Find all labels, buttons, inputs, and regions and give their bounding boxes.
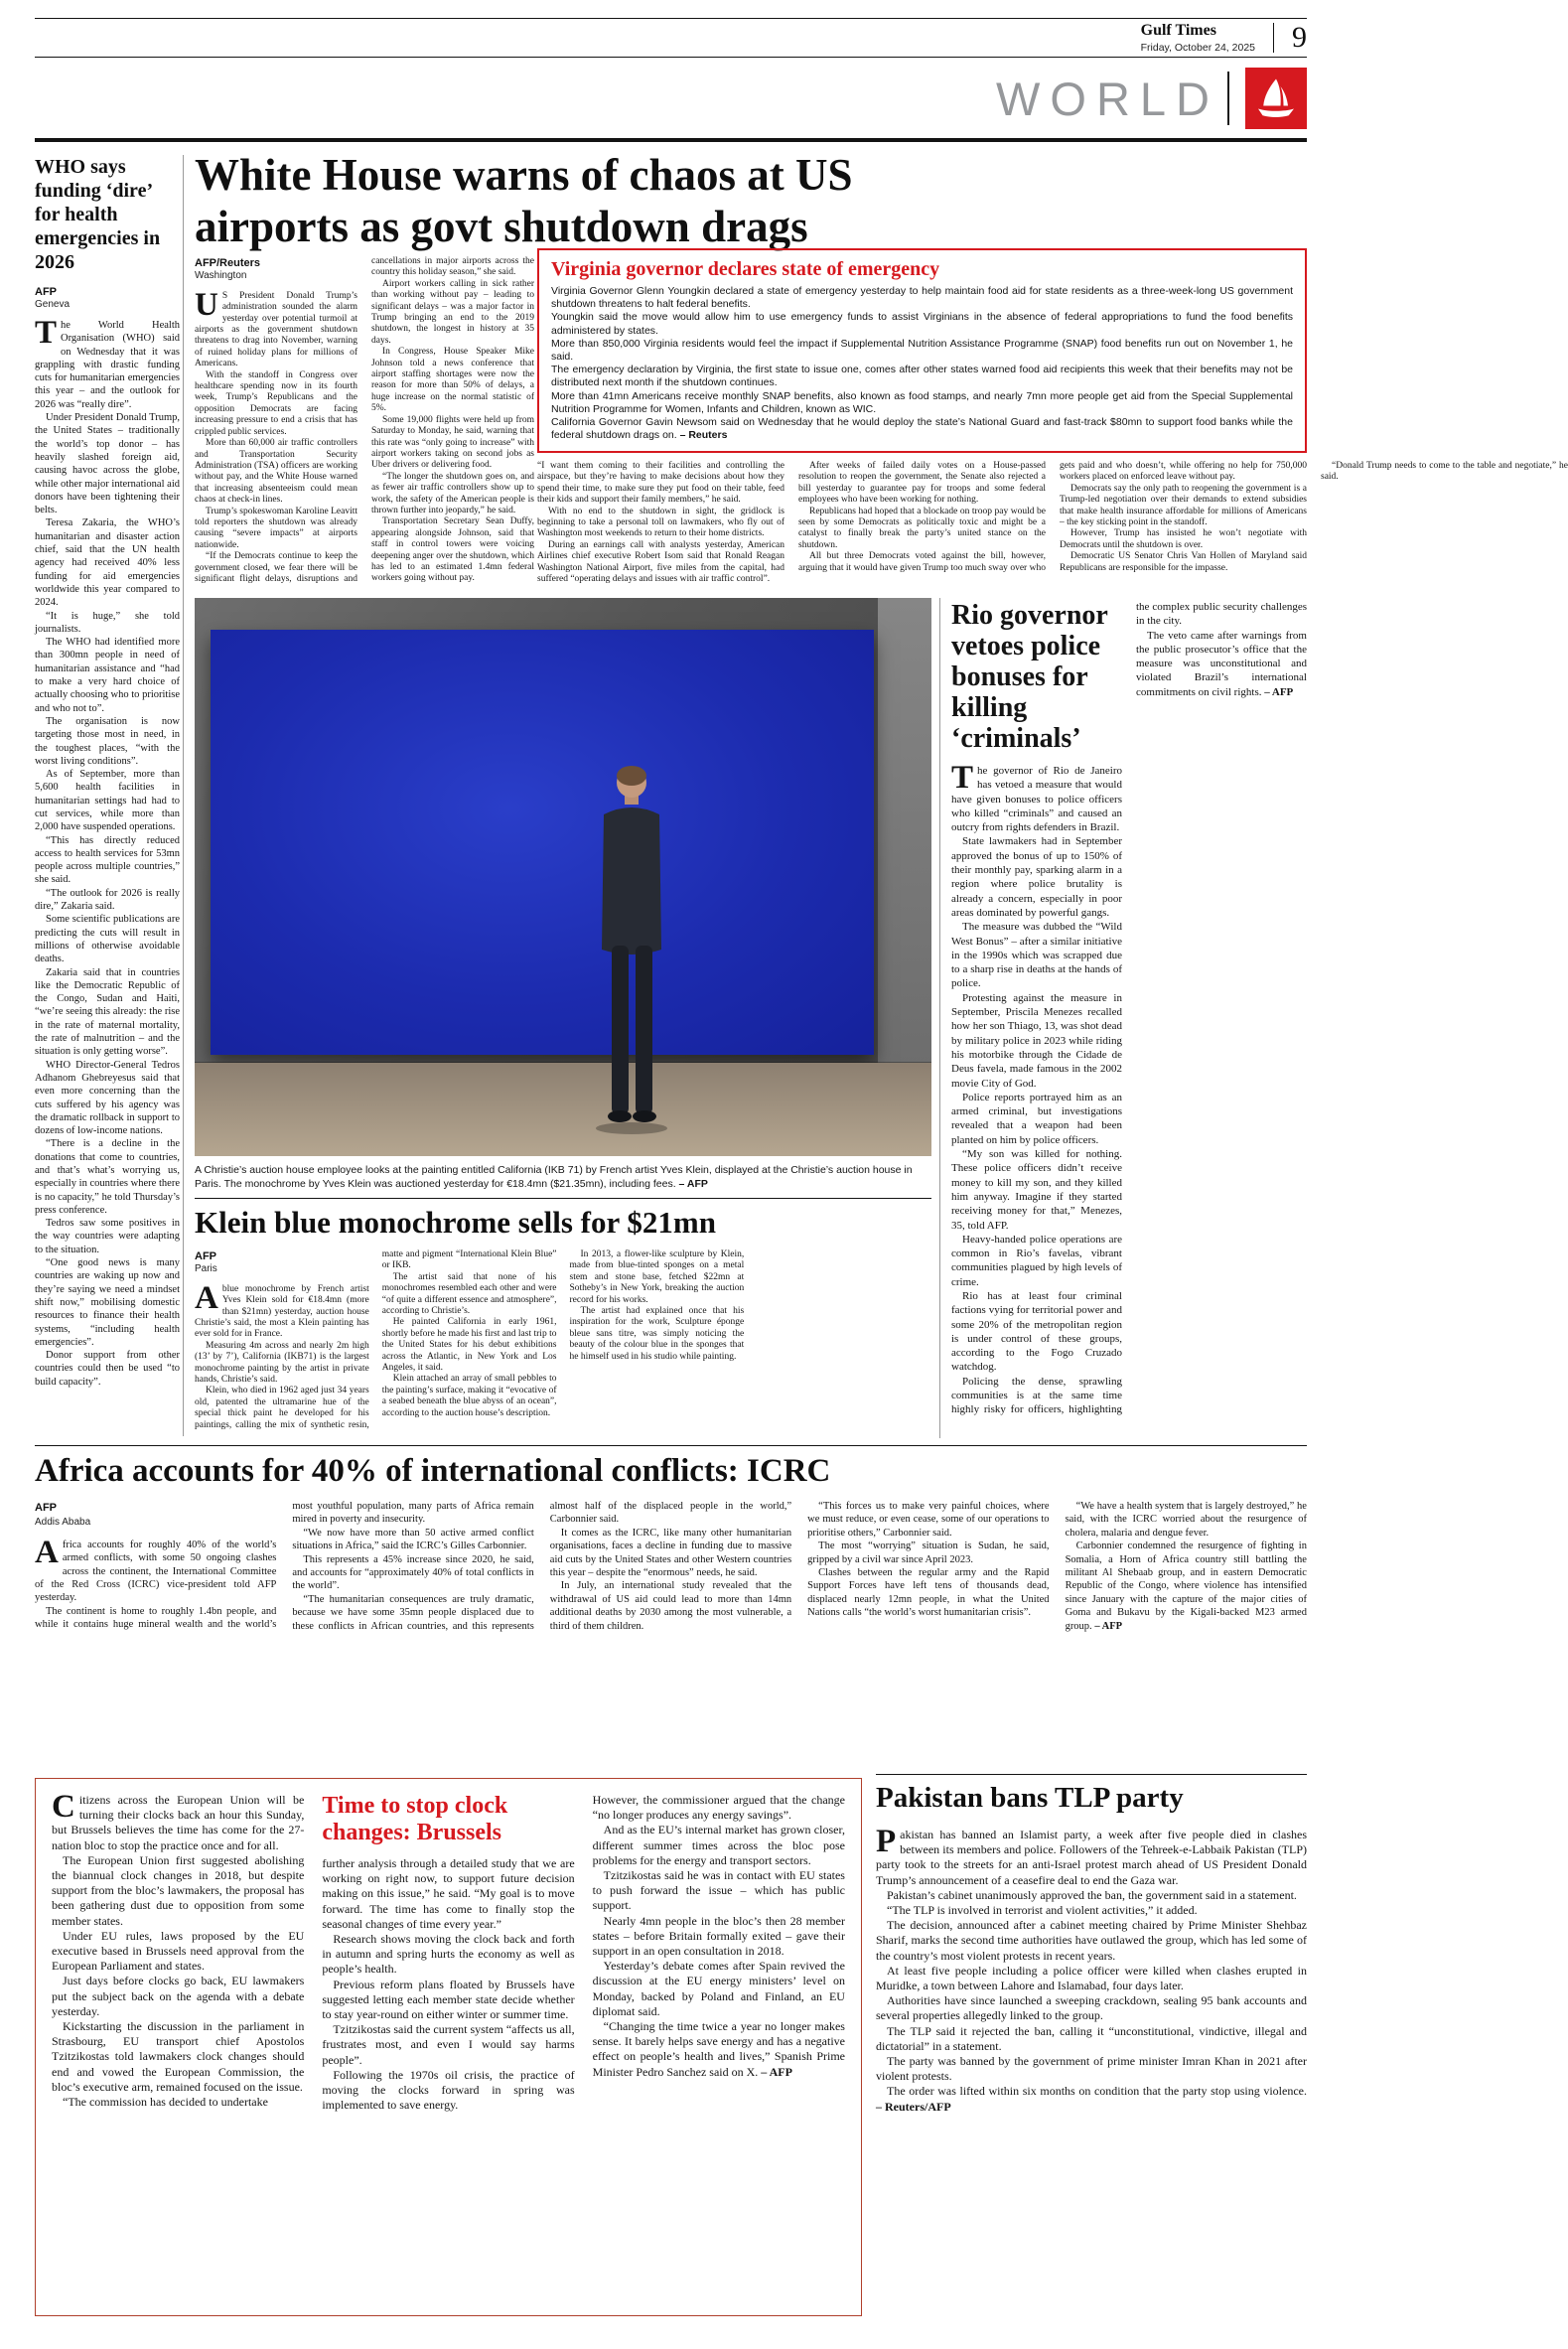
byline-agency: AFP — [35, 1502, 57, 1514]
paragraph: After weeks of failed daily votes on a House-passed resolution to reopen the government, the Senate also rejected a bill yesterday to guarantee pay for troops and some federal employees who have been working for nothing. — [798, 461, 1046, 506]
paragraph: The European Union first suggested abolishing the biannual clock changes in 2018, but despite support from the bloc’s lawmakers, the proposal has been gathering dust due to opposition from some member states. — [52, 1852, 305, 1928]
paragraph: Police reports portrayed him as an armed criminal, but investigations revealed that a weapon had been planted on him by police officers. — [951, 1091, 1122, 1146]
paragraph: Research shows moving the clock back and forth in autumn and spring hurts the economy as well as people’s health. — [322, 1932, 575, 1977]
paragraph: “I want them coming to their facilities and controlling the airspace, but they’re having to make decisions about how they spend their time, to make sure they put food on their table, feed their kids and support their family members,” he said. — [537, 461, 784, 506]
paragraph: With the standoff in Congress over healthcare spending now in its fourth week, Trump’s Republicans and the opposition Democrats are facing increasing pressure to end a crisis that has crippled public services. — [195, 369, 357, 437]
paragraph: “It is huge,” she told journalists. — [35, 610, 180, 635]
clock-paragraphs-col2 — [322, 1856, 574, 2113]
paragraph: Democrats say the only path to reopening the government is a Trump-led negotiation over their demands to extend subsidies that make health insurance affordable for millions of Americans – the key sticking point in the standoff. — [1060, 483, 1307, 528]
paragraph: A Christie’s auction house employee looks at the painting entitled California (IKB 71) by French artist Yves Klein, displayed at the Christie’s auction house in Paris. The monochrome by Yves Klein was auctioned yesterday for €18.4mn ($21.35mn), including fees. – AFP — [195, 1164, 913, 1190]
paragraph: Klein attached an array of small pebbles to the painting’s surface, making it “evocative of a seabed beneath the blue abyss of an ocean”, according to the auction house’s description. — [381, 1374, 557, 1418]
agency-credit: – AFP — [761, 2064, 792, 2079]
agency-credit: – Reuters — [679, 429, 728, 442]
paragraph: Policing the dense, sprawling communities is at the same time highly risky for officers, highlighting the complex public security challenges in the city. — [951, 601, 1307, 1416]
paragraph: And as the EU’s internal market has grown closer, different summer times across the bloc pose problems for the energy and transport sectors. — [592, 1823, 845, 1867]
clock-paragraphs-col1 — [52, 1789, 305, 2110]
drop-cap: T — [35, 315, 58, 351]
paragraph: Donor support from other countries could then be used “to build capacity”. — [35, 1350, 180, 1388]
paragraph: Youngkin said the move would allow him to use emergency funds to assist Virginians in the absence of federal appropriations to fund the food benefits administered by states. — [551, 311, 1293, 337]
byline-agency: AFP — [35, 286, 57, 298]
paragraph: Yesterday’s debate comes after Spain revived the discussion at the EU energy ministers’ level on Monday, backed by Poland and Finland, an EU diplomat said. — [592, 1959, 845, 2018]
paragraph: “This forces us to make very painful choices, where we must reduce, or even cease, some of our operations to prioritise others,” Carbonnier said. — [807, 1501, 1050, 1539]
paragraph: More than 41mn Americans receive monthly SNAP benefits, also known as food stamps, and nearly 7mn more people get aid from the Special Supplemental Nutrition Programme for Women, Infants and Children, known as WIC. — [551, 389, 1293, 415]
agency-credit: – AFP — [1094, 1620, 1123, 1632]
paragraph: The decision, announced after a cabinet meeting chaired by Prime Minister Shehbaz Sharif, marks the second time authorities have outlawed the group, which has led some of the country’s most violent protests in recent years. — [876, 1918, 1307, 1963]
paragraph: In Congress, House Speaker Mike Johnson told a news conference that airport staffing shortages were now the reason for more than 50% of delays, a huge increase on the normal statistic of 5%. — [371, 347, 534, 414]
masthead-text — [1141, 22, 1255, 54]
gulf-times-logo — [1245, 68, 1307, 129]
paragraph: “The humanitarian consequences are truly dramatic, because we have some 35mn people displaced due to these conflicts in African countries, and this represents almost half of the displaced people in the world,” Carbonnier said. — [292, 1501, 792, 1632]
paragraph: “The TLP is involved in terrorist and violent activities,” it added. — [887, 1903, 1198, 1918]
issue-date: Friday, October 24, 2025 — [1140, 42, 1255, 54]
paragraph: Clashes between the regular army and the Rapid Support Forces have left tens of thousands dead, displaced nearly 12mn people, in what the United Nations calls “the world’s worst humanitarian crisis”. — [807, 1567, 1050, 1619]
paragraph: “The longer the shutdown goes on, and as fewer air traffic controllers show up to work, the safety of the American people is thrown further into jeopardy,” he said. — [371, 471, 534, 515]
paragraph: The order was lifted within six months on condition that the party stop using violence. – Reuters/AFP — [876, 2084, 1307, 2114]
header-top-rule — [35, 18, 1307, 19]
who-article — [35, 155, 180, 1436]
paper-name: Gulf Times — [1140, 22, 1216, 39]
page-number: 9 — [1292, 21, 1307, 54]
pakistan-rule — [876, 1774, 1307, 1775]
paragraph: All but three Democrats voted against the bill, however, arguing that it would have given Trump too much sway over who gets paid and who doesn’t, while offering no help for 750,000 workers placed on enforced leave without pay. — [798, 461, 1307, 573]
paragraph: Heavy-handed police operations are common in Rio’s favelas, vibrant communities plagued by high levels of crime. — [951, 1233, 1122, 1288]
africa-body — [35, 1500, 1307, 1748]
vertical-rule-right — [939, 598, 940, 1438]
who-byline — [35, 286, 180, 310]
paragraph: In 2013, a flower-like sculpture by Klein, made from blue-tinted sponges on a metal stem and stone base, fetched $22mn at Sotheby’s in New York, breaking the auction record for his works. — [569, 1249, 745, 1305]
paragraph: Citizens across the European Union will be turning their clocks back an hour this Sunday, but Brussels believes the time has come for the 27-nation bloc to stop the practice once and for all. — [52, 1789, 305, 1852]
paragraph: Klein, who died in 1962 aged just 34 years old, patented the ultramarine hue of the special thick paint he developed for his paintings, calling the mix of synthetic resin, matte and pigment “International Klein Blue” or IKB. — [195, 1249, 557, 1430]
klein-headline: Klein blue monochrome sells for $21mn — [195, 1205, 716, 1240]
paragraph: The veto came after warnings from the public prosecutor’s office that the measure was unconstitutional and violated Brazil’s international commitments on civil rights. – AFP — [1136, 629, 1307, 698]
paragraph: Airport workers calling in sick rather than working without pay – leading to significant delays – was a major factor in Trump bringing an end to the 2019 shutdown, the longest in history at 35 days. — [371, 278, 534, 346]
paragraph: He painted California in early 1961, shortly before he made his first and last trip to the United States for his debut exhibitions across the Atlantic, in New York and Los Angeles, it said. — [381, 1317, 557, 1374]
section-divider — [1227, 72, 1229, 125]
paragraph: Pakistan has banned an Islamist party, a week after five people died in clashes between its members and police. Followers of the Tehreek-e-Labbaik Pakistan (TLP) party took to the streets for an anti-Israel protest march ahead of US President Donald Trump’s announcement of a ceasefire deal to end the Gaza war. — [876, 1824, 1307, 1887]
paragraph: As of September, more than 5,600 health facilities in humanitarian settings had had to cut services, while more than 2,000 have suspended operations. — [35, 769, 180, 833]
paragraph: More than 850,000 Virginia residents would feel the impact if Supplemental Nutrition Assistance Programme (SNAP) food benefits run out on November 1, he said. — [551, 337, 1293, 364]
paragraph: Following the 1970s oil crisis, the practice of moving the clocks forward in spring was implemented to save energy. — [322, 2067, 575, 2113]
auction-photo — [195, 598, 931, 1156]
africa-headline: Africa accounts for 40% of international conflicts: ICRC — [35, 1453, 831, 1489]
paragraph: Nearly 4mn people in the bloc’s then 28 member states – before Britain formally exited – gave their support in an open consultation in 2018. — [592, 1913, 845, 1959]
paragraph: The World Health Organisation (WHO) said on Wednesday that it was grappling with drastic funding cuts for humanitarian emergencies this year – and the outlook for 2026 was “really dire”. — [35, 315, 180, 410]
paragraph: “We now have more than 50 active armed conflict situations in Africa,” said the ICRC’s Gilles Carbonnier. — [292, 1527, 534, 1552]
paragraph: Measuring 4m across and nearly 2m high (13’ by 7’), California (IKB71) is the largest monochrome painting by the artist in private hands, Christie’s said. — [195, 1340, 369, 1386]
paragraph: Tedros saw some positives in the way countries were adapting to the situation. — [35, 1218, 180, 1255]
paragraph: The measure was dubbed the “Wild West Bonus” – after a similar initiative in the 1990s which was scrapped due to a sharp rise in deaths at the hands of police. — [951, 921, 1122, 990]
agency-credit: – AFP — [1264, 685, 1294, 698]
paragraph: Previous reform plans floated by Brussels have suggested letting each member state decide whether to stay year-round on either winter or summer time. — [322, 1977, 575, 2022]
paragraph: California Governor Gavin Newsom said on Wednesday that he would deploy the state’s National Guard and fast-track $80mn to support food banks while the federal shutdown drags on. – Reuters — [551, 416, 1293, 442]
virginia-box-headline: Virginia governor declares state of emergency — [551, 258, 940, 280]
section-title: WORLD — [996, 72, 1219, 125]
paragraph: Teresa Zakaria, the WHO’s humanitarian and disaster action chief, said that the UN health agency had received 40% less funding for aid emergencies worldwide this year compared to 2024. — [35, 517, 180, 609]
paragraph: Some scientific publications are predicting the cuts will result in millions of otherwise avoidable deaths. — [35, 914, 180, 965]
paragraph: “If the Democrats continue to keep the government closed, we fear there will be significant flight delays, disruptions and cancellations in major airports across the country this holiday season,” she said. — [195, 256, 534, 584]
clock-column-1 — [52, 1789, 305, 2301]
paragraph: Africa accounts for roughly 40% of the world’s armed conflicts, with some 50 ongoing clashes across the continent, the International Committee of the Red Cross (ICRC) vice-president told AFP yesterday. — [35, 1534, 277, 1604]
byline-location: Paris — [195, 1263, 217, 1275]
paragraph: “The outlook for 2026 is really dire,” Zakaria said. — [35, 887, 180, 913]
masthead — [35, 22, 1307, 54]
klein-paragraphs — [195, 1249, 744, 1434]
paragraph: The emergency declaration by Virginia, the first state to issue one, comes after other states warned food aid recipients this week that their benefits may not be distributed next month if the shutdown continues. — [551, 364, 1293, 389]
agency-credit: – AFP — [678, 1177, 708, 1190]
clock-headline: Time to stop clock changes: Brussels — [322, 1793, 508, 1845]
klein-body — [195, 1249, 931, 1434]
paragraph: “There is a decline in the donations that come to countries, and that’s what’s worrying us, especially in countries where there is no capacity,” he told Thursday’s press conference. — [35, 1138, 180, 1216]
drop-cap: T — [951, 760, 974, 796]
byline-agency: AFP/Reuters — [195, 257, 261, 269]
paragraph: However, the commissioner argued that the change “no longer produces any energy savings”. — [592, 1793, 845, 1823]
paragraph: Just days before clocks go back, EU lawmakers put the subject back on the agenda with a debate yesterday. — [52, 1974, 305, 2018]
africa-rule — [35, 1445, 1307, 1446]
paragraph: Trump’s spokeswoman Karoline Leavitt told reporters the shutdown was already causing “severe impacts” at airports nationwide. — [195, 506, 357, 550]
paragraph: State lawmakers had in September approved the bonus of up to 150% of their monthly pay, sparking alarm in a region where police brutality is already a concern, especially in poor areas dominated by powerful gangs. — [951, 835, 1122, 919]
rio-article — [951, 600, 1307, 1438]
dhow-icon — [1252, 74, 1300, 122]
paragraph: The WHO had identified more than 300mn people in need of humanitarian assistance and “had to make a very hard choice of actually choosing who to prioritise and who not to”. — [35, 637, 180, 714]
agency-credit: – Reuters/AFP — [876, 2099, 951, 2114]
paragraph: Carbonnier condemned the resurgence of fighting in Somalia, a Horn of Africa country still battling the militant Al Shebaab group, and in eastern Democratic Republic of the Congo, where violence has intensified since January with the capture of the major cities of Goma and Bukavu by the Kigali-backed M23 armed group. – AFP — [1065, 1541, 1307, 1632]
paragraph: A blue monochrome by French artist Yves Klein sold for €18.4mn (more than $21mn) yesterday, auction house Christie’s said, the most a Klein painting has ever sold for in France. — [195, 1279, 369, 1340]
paragraph: With no end to the shutdown in sight, the gridlock is beginning to take a personal toll on lawmakers, who fly out of Washington most weekends to return to their home districts. — [537, 506, 784, 539]
paragraph: The artist had explained once that his inspiration for the work, Sculpture éponge bleue sans titre, was simply noticing the beauty of the colour blue in the sponges that he himself used in his studio while painting. — [569, 1306, 745, 1362]
byline-location: Geneva — [35, 299, 71, 310]
klein-blue-painting — [211, 630, 874, 1055]
paragraph: Democratic US Senator Chris Van Hollen of Maryland said Republicans are responsible for the impasse. — [1060, 551, 1307, 573]
paragraph: “Changing the time twice a year no longer makes sense. It barely helps save energy and has a negative effect on people’s health and lives,” Spanish Prime Minister Pedro Sanchez said on X. – AFP — [592, 2019, 845, 2079]
viewer-silhouette — [570, 757, 693, 1136]
shutdown-body-continued — [537, 461, 1568, 594]
paragraph: This represents a 45% increase since 2020, he said, and accounts for “approximately 40% of total conflicts in the world”. — [292, 1553, 534, 1592]
header-mid-rule — [35, 57, 1307, 58]
section-rule — [35, 138, 1307, 142]
paragraph: It comes as the ICRC, like many other humanitarian organisations, faces a decline in funding due to massive aid cuts by the United States and other Western countries this year – despite the “enormous” needs, he said. — [549, 1527, 792, 1579]
drop-cap: A — [35, 1534, 59, 1570]
shutdown-byline — [195, 258, 357, 282]
clock-column-3 — [593, 1793, 845, 2301]
clock-column-2 — [322, 1793, 574, 2301]
paragraph: Under EU rules, laws proposed by the EU executive based in Brussels need approval from the European Parliament and states. — [52, 1928, 305, 1974]
klein-byline — [195, 1251, 369, 1275]
who-headline: WHO says funding ‘dire’ for health emergencies in 2026 — [35, 156, 161, 273]
gallery-wall-light — [878, 598, 931, 1065]
masthead-divider — [1273, 23, 1274, 53]
paragraph: U S President Donald Trump’s administration sounded the alarm yesterday over potential turmoil at airports as the government shutdown threatens to drag into November, warning of ruined holiday plans for millions of Americans. — [195, 286, 357, 369]
shutdown-headline: White House warns of chaos at US airports as govt shutdown drags — [195, 150, 853, 251]
byline-location: Washington — [195, 270, 247, 282]
paragraph: Pakistan’s cabinet unanimously approved the ban, the government said in a statement. — [887, 1887, 1297, 1902]
paragraph: During an earnings call with analysts yesterday, American Airlines chief executive Robert Isom said that Ronald Reagan Washington National Airport, five miles from the capital, had suffered “operating delays and issues with air traffic control”. — [537, 539, 784, 585]
paragraph: Kickstarting the discussion in the parliament in Strasbourg, EU transport chief Apostolos Tzitzikostas told lawmakers clock changes should end and vowed the European Commission, the bloc’s executive arm, remained focused on the issue. — [52, 2019, 305, 2094]
paragraph: “This has directly reduced access to health services for 53mn people across multiple countries,” she said. — [35, 834, 180, 886]
paragraph: Under President Donald Trump, the United States – traditionally the world’s top donor – has heavily slashed foreign aid, causing havoc across the globe, while other major international aid donors have been tightening their belts. — [35, 412, 180, 516]
photo-caption — [195, 1164, 931, 1194]
paragraph: Tzitzikostas said he was in contact with EU states to push forward the issue – which has public support. — [592, 1868, 845, 1913]
shutdown-paragraphs-top — [195, 256, 534, 594]
paragraph: The governor of Rio de Janeiro has vetoed a measure that would have given bonuses to police officers who killed “criminals” and caused an outcry from rights defenders in Brazil. — [951, 760, 1122, 834]
paragraph: Tzitzikostas said the current system “affects us all, frustrates most, and even I would say harms people”. — [322, 2022, 575, 2067]
paragraph: Republicans had hoped that a blockade on troop pay would be seen by some Democrats as politically toxic and might be a catalyst to finally break the party’s united stance on the shutdown. — [798, 506, 1046, 550]
clock-paragraphs-col3 — [593, 1793, 845, 2080]
gallery-floor — [195, 1063, 931, 1156]
byline-location: Addis Ababa — [35, 1517, 91, 1529]
paragraph: The artist said that none of his monochromes resembled each other and were “of quite a different essence and atmosphere”, according to Christie’s. — [381, 1271, 557, 1317]
section-banner — [35, 62, 1307, 135]
paragraph: Protesting against the measure in September, Priscila Menezes recalled how her son Thiago, 13, was shot dead by military police in 2023 while riding his motorbike through the Cidade de Deus favela, made famous in the 2002 movie City of God. — [951, 991, 1122, 1090]
drop-cap: U — [195, 286, 218, 323]
paragraph: “We have a health system that is largely destroyed,” he said, with the ICRC worried about the resurgence of cholera, malaria and dengue fever. — [1065, 1501, 1307, 1539]
paragraph: further analysis through a detailed study that we are working on right now, to support future decision making on this issue,” he said. “My goal is to move forward. The time has come to finally stop the seasonal changes of time every year.” — [322, 1856, 575, 1931]
paragraph: The organisation is now targeting those most in need, in the toughest places, “with the worst living conditions”. — [35, 715, 180, 767]
byline-agency: AFP — [195, 1250, 216, 1262]
paragraph: However, Trump has insisted he won’t negotiate with Democrats until the shutdown is over. — [1060, 528, 1307, 550]
paragraph: WHO Director-General Tedros Adhanom Ghebreyesus said that even more concerning than the cuts suffered by his agency was the dramatic rollback in support to dozens of low-income nations. — [35, 1059, 180, 1137]
paragraph: Authorities have since launched a sweeping crackdown, sealing 95 bank accounts and several properties allegedly linked to the group. — [876, 1993, 1307, 2023]
paragraph: “My son was killed for nothing. These police officers didn’t receive money to kill my son, and they killed him anyway. Imagine if they started receiving money for that,” Menezes, 35, told AFP. — [951, 1148, 1122, 1232]
africa-byline — [35, 1502, 276, 1530]
paragraph: “The commission has decided to undertake — [63, 2095, 268, 2110]
drop-cap: C — [52, 1789, 75, 1825]
shutdown-body-left — [195, 256, 534, 594]
paragraph: Rio has at least four criminal factions vying for territorial power and some 20% of the metropolitan region is under control of these groups, according to the Fogo Cruzado watchdog. — [951, 1289, 1122, 1374]
paragraph: The TLP said it rejected the ban, calling it “unconstitutional, vindictive, illegal and dictatorial” in a statement. — [876, 2023, 1307, 2053]
paragraph: The most “worrying” situation is Sudan, he said, gripped by a civil war since April 2023. — [807, 1541, 1050, 1565]
pakistan-headline: Pakistan bans TLP party — [876, 1782, 1184, 1814]
paragraph: In July, an international study revealed that the withdrawal of US aid could lead to more than 14mn additional deaths by 2030 among the most vulnerable, a third of them children. — [549, 1580, 792, 1632]
drop-cap: A — [195, 1279, 218, 1316]
rio-headline: Rio governor vetoes police bonuses for killing ‘criminals’ — [951, 600, 1108, 754]
paragraph: “Donald Trump needs to come to the table and negotiate,” he said. — [1321, 461, 1568, 483]
virginia-emergency-box — [537, 248, 1307, 453]
clock-article-box — [35, 1778, 862, 2316]
paragraph: Zakaria said that in countries like the Democratic Republic of the Congo, Sudan and Haiti, “we’re seeing this already: the rise in the rate of maternal mortality, the rate of malnutrition – and the situation is only getting worse”. — [35, 966, 180, 1058]
drop-cap: P — [876, 1824, 897, 1859]
paragraph: Virginia Governor Glenn Youngkin declared a state of emergency yesterday to help maintain food aid for state residents as a three-week-long US government shutdown threatens to halt federal benefits. — [551, 285, 1293, 311]
paragraph: More than 60,000 air traffic controllers and Transportation Security Administration (TSA) officers are working without pay, and the White House warned that increasing absenteeism could mean chaos at check-in lines. — [195, 438, 357, 506]
paragraph: The party was banned by the government of prime minister Imran Khan in 2021 after violent protests. — [876, 2054, 1307, 2084]
paragraph: At least five people including a police officer were killed when clashes erupted in Muridke, a town between Lahore and Islamabad, four days later. — [876, 1963, 1307, 1993]
pakistan-body — [876, 1824, 1307, 2316]
paragraph: The continent is home to roughly 1.4bn people, and while it contains huge mineral wealth and the world’s most youthful population, many parts of Africa remain mired in poverty and insecurity. — [35, 1501, 534, 1631]
klein-rule — [195, 1198, 931, 1199]
paragraph: “One good news is many countries are waking up now and they’re saying we need a mindset shift now,” mobilising domestic resources to finance their health systems, “including health emergencies”. — [35, 1257, 180, 1348]
vertical-rule-left — [183, 155, 184, 1436]
paragraph: Some 19,000 flights were held up from Saturday to Monday, he said, warning that this rate was “only going to increase” with airport workers taking on second jobs as Uber drivers or delivering food. — [371, 414, 534, 471]
pakistan-paragraphs — [876, 1824, 1307, 2115]
virginia-box-body — [551, 285, 1293, 442]
who-body — [35, 315, 180, 1389]
paragraph: Transportation Secretary Sean Duffy, appearing alongside Johnson, said that staff in control towers were voicing deepening anger over the shutdown, which has led to an estimated 1.4mn federal workers going without pay. — [371, 516, 534, 584]
